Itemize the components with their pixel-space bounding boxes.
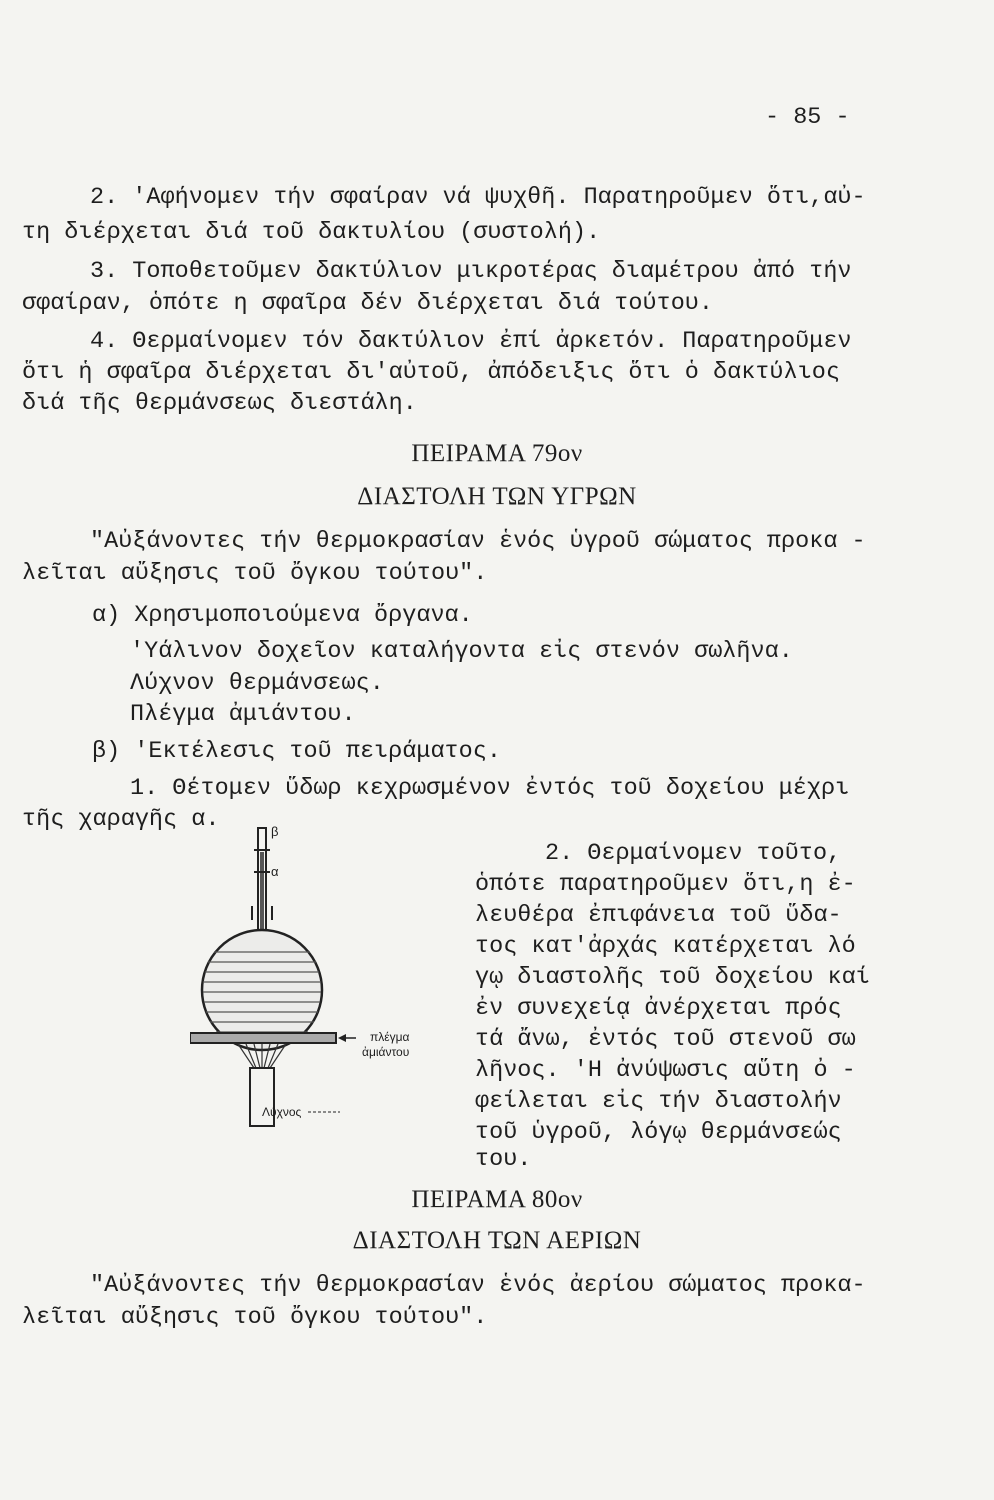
step-2-line-1: 2. 'Αφήνομεν τήν σφαίραν νά ψυχθῆ. Παρατηροῦμεν ὅτι,αὐ- (90, 184, 866, 211)
execution-step-2-line-7: τά ἄνω, ἐντός τοῦ στενοῦ σω (475, 1026, 856, 1053)
apparatus-figure (190, 820, 450, 1130)
execution-step-2-line-9: φείλεται εἰς τήν διαστολήν (475, 1088, 842, 1115)
execution-step-2-line-1: 2. Θερμαίνομεν τοῦτο, (545, 840, 842, 867)
execution-step-1-line-2: τῆς χαραγῆς α. (22, 806, 220, 833)
execution-step-2-line-6: ἐν συνεχείᾳ ἀνέρχεται πρός (475, 995, 842, 1022)
material-vessel: 'Υάλινον δοχεῖον καταλήγοντα εἰς στενόν σωλῆνα. (130, 638, 793, 665)
material-lamp: Λύχνον θερμάνσεως. (130, 670, 384, 697)
figure-label-lamp: Λύχνος (262, 1105, 302, 1119)
experiment-80-statement-line-2: λεῖται αὔξησις τοῦ ὄγκου τούτου". (22, 1304, 488, 1331)
experiment-79-statement-line-2: λεῖται αὔξησις τοῦ ὄγκου τούτου". (22, 560, 488, 587)
execution-step-1-line-1: 1. Θέτομεν ὕδωρ κεχρωσμένον ἐντός τοῦ δοχείου μέχρι (130, 775, 850, 802)
figure-label-alpha: α (271, 864, 279, 879)
figure-label-mesh-2: ἀμιάντου (362, 1045, 410, 1059)
step-3-line-1: 3. Τοποθετοῦμεν δακτύλιον μικροτέρας διαμέτρου ἀπό τήν (90, 258, 852, 285)
figure-label-beta: β (271, 824, 279, 839)
execution-step-2-line-5: γῳ διαστολῆς τοῦ δοχείου καί (475, 964, 870, 991)
execution-heading: β) 'Εκτέλεσις τοῦ πειράματος. (92, 738, 501, 765)
execution-step-2-line-2: ὁπότε παρατηροῦμεν ὅτι,η ἐ- (475, 871, 856, 898)
experiment-79-statement-line-1: "Αὐξάνοντες τήν θερμοκρασίαν ἑνός ὑγροῦ σώματος προκα - (90, 528, 866, 555)
page-number: - 85 - (765, 104, 850, 131)
step-4-line-3: διά τῆς θερμάνσεως διεστάλη. (22, 390, 417, 417)
step-3-line-2: σφαίραν, ὁπότε η σφαῖρα δέν διέρχεται διά τούτου. (22, 290, 714, 317)
experiment-80-statement-line-1: "Αὐξάνοντες τήν θερμοκρασίαν ἑνός ἀερίου σώματος προκα- (90, 1272, 866, 1299)
experiment-80-subtitle: ΔΙΑΣΤΟΛΗ ΤΩΝ ΑΕΡΙΩΝ (352, 1227, 642, 1254)
step-2-line-2: τη διέρχεται διά τοῦ δακτυλίου (συστολή). (22, 219, 601, 246)
step-4-line-2: ὅτι ἡ σφαῖρα διέρχεται δι'αὐτοῦ, ἀπόδειξις ὅτι ὁ δακτύλιος (22, 359, 840, 386)
execution-step-2-line-3: λευθέρα ἐπιφάνεια τοῦ ὕδα- (475, 902, 842, 929)
material-mesh: Πλέγμα ἀμιάντου. (130, 701, 356, 728)
figure-label-mesh: πλέγμα (370, 1030, 410, 1044)
experiment-79-title: ΠΕΙΡΑΜΑ 79ον (411, 440, 583, 467)
materials-heading: α) Χρησιμοποιούμενα ὄργανα. (92, 602, 473, 629)
asbestos-mesh (190, 1033, 336, 1043)
execution-step-2-line-11: του. (475, 1146, 532, 1173)
execution-step-2-line-8: λῆνος. 'Η ἀνύψωσις αὕτη ὀ - (475, 1057, 856, 1084)
step-4-line-1: 4. Θερμαίνομεν τόν δακτύλιον ἐπί ἀρκετόν. Παρατηροῦμεν (90, 328, 852, 355)
tube-liquid (260, 852, 264, 936)
experiment-79-subtitle: ΔΙΑΣΤΟΛΗ ΤΩΝ ΥΓΡΩΝ (357, 483, 637, 510)
execution-step-2-line-4: τος κατ'ἀρχάς κατέρχεται λό (475, 933, 856, 960)
experiment-80-title: ΠΕΙΡΑΜΑ 80ον (411, 1186, 583, 1213)
execution-step-2-line-10: τοῦ ὑγροῦ, λόγῳ θερμάνσεώς (475, 1119, 842, 1146)
